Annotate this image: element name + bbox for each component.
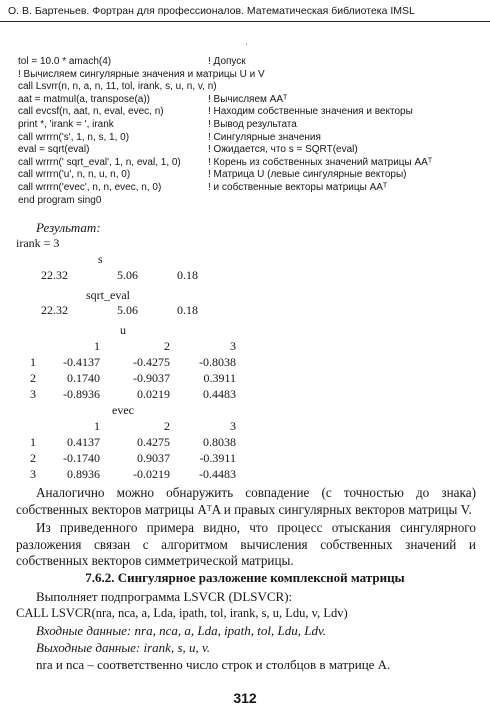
code-line <box>18 157 478 170</box>
matrix-cell: 0.1740 <box>67 371 100 385</box>
matrix-cell: -0.1740 <box>63 451 100 465</box>
sqrt-eval-title: sqrt_eval <box>86 288 130 302</box>
matrix-cell: 0.0219 <box>137 387 170 401</box>
matrix-cell: 0.4137 <box>67 435 100 449</box>
code-line <box>18 195 478 208</box>
code-statement: call Lsvrr(n, n, a, n, 11, tol, irank, s, u, n, v, n) <box>18 81 217 93</box>
running-header: О. В. Бартеньев. Фортран для профессионалов. Математическая библиотека IMSL <box>0 0 490 22</box>
code-listing <box>18 56 478 207</box>
matrix-cell: 0.4275 <box>137 435 170 449</box>
sqrt-eval-value: 22.32 <box>41 303 68 317</box>
matrix-cell: 0.4483 <box>203 387 236 401</box>
input-data-line: Входные данные: nra, nca, a, Lda, ipath, tol, Ldu, Ldv. <box>36 623 327 638</box>
code-comment: ! Ожидается, что s = SQRT(eval) <box>208 144 358 156</box>
s-title: s <box>98 252 103 266</box>
code-line <box>18 132 478 145</box>
column-header: 1 <box>94 419 100 433</box>
output-data-line: Выходные данные: irank, s, u, v. <box>36 640 211 655</box>
s-value: 5.06 <box>117 268 138 282</box>
code-comment: ! Вывод результата <box>208 118 297 130</box>
row-index: 1 <box>30 435 36 449</box>
row-index: 3 <box>30 467 36 481</box>
evec-title: evec <box>112 403 134 417</box>
code-line <box>18 106 478 119</box>
section-heading: 7.6.2. Сингулярное разложение комплексной матрицы <box>85 570 405 585</box>
matrix-cell: -0.4483 <box>199 467 236 481</box>
matrix-cell: 0.8038 <box>203 435 236 449</box>
row-index: 3 <box>30 387 36 401</box>
column-header: 3 <box>230 339 236 353</box>
code-statement: eval = sqrt(eval) <box>18 144 90 156</box>
code-line <box>18 182 478 195</box>
column-header: 3 <box>230 419 236 433</box>
page-number: 312 <box>233 690 257 706</box>
code-statement: call evcsf(n, aat, n, eval, evec, n) <box>18 106 164 118</box>
s-value: 0.18 <box>177 268 198 282</box>
u-title: u <box>120 323 126 337</box>
result-label: Результат: <box>36 220 101 235</box>
matrix-cell: -0.4137 <box>63 355 100 369</box>
code-comment: ! Матрица U (левые сингулярные векторы) <box>208 169 407 181</box>
code-line <box>18 119 478 132</box>
code-line <box>18 69 478 82</box>
s-value: 22.32 <box>41 268 68 282</box>
irank-output: irank = 3 <box>16 236 60 250</box>
sqrt-eval-value: 0.18 <box>177 303 198 317</box>
code-statement: tol = 10.0 * amach(4) <box>18 56 112 67</box>
body-line-intro: Выполняет подпрограмма LSVCR (DLSVCR): <box>36 589 293 604</box>
code-line <box>18 169 478 182</box>
column-header: 2 <box>164 419 170 433</box>
code-line <box>18 94 478 107</box>
code-comment: ! Вычисляем AAᵀ <box>208 93 288 105</box>
matrix-cell: 0.8936 <box>67 467 100 481</box>
code-statement: print *, 'irank = ', irank <box>18 118 114 130</box>
column-header: 1 <box>94 339 100 353</box>
row-index: 2 <box>30 371 36 385</box>
code-comment: ! и собственные векторы матрицы AAᵀ <box>208 181 388 193</box>
code-statement: call wrrrn('s', 1, n, s, 1, 0) <box>18 131 130 143</box>
call-signature: CALL LSVCR(nra, nca, a, Lda, ipath, tol, irank, s, u, Ldu, v, Ldv) <box>16 606 348 620</box>
code-comment: ! Корень из собственных значений матрицы AAᵀ <box>208 156 433 168</box>
code-statement: call wrrrn('u', n, n, u, n, 0) <box>18 169 131 181</box>
column-header: 2 <box>164 339 170 353</box>
code-statement: ! Вычисляем сингулярные значения и матрицы U и V <box>18 68 265 80</box>
code-line <box>18 81 478 94</box>
matrix-cell: -0.4275 <box>133 355 170 369</box>
code-comment: ! Сингулярные значения <box>208 131 321 143</box>
matrix-cell: -0.3911 <box>199 451 236 465</box>
code-statement: call wrrrn(' sqrt_eval', 1, n, eval, 1, 0) <box>18 156 181 168</box>
param-description: nra и nca – соответственно число строк и столбцов в матрице A. <box>36 657 391 672</box>
code-line <box>18 56 478 69</box>
sqrt-eval-value: 5.06 <box>117 303 138 317</box>
matrix-cell: 0.3911 <box>203 371 236 385</box>
matrix-cell: -0.9037 <box>133 371 170 385</box>
matrix-cell: -0.8936 <box>63 387 100 401</box>
code-line <box>18 144 478 157</box>
code-statement: aat = matmul(a, transpose(a)) <box>18 93 150 105</box>
matrix-cell: -0.0219 <box>133 467 170 481</box>
paragraph-1: Аналогично можно обнаружить совпадение (с точностью до знака) собственных векторов матрицы AᵀA и правых сингулярных векторов матрицы V. <box>16 485 476 517</box>
matrix-cell: 0.9037 <box>137 451 170 465</box>
row-index: 2 <box>30 451 36 465</box>
row-index: 1 <box>30 355 36 369</box>
code-statement: call wrrrn('evec', n, n, evec, n, 0) <box>18 181 162 193</box>
paragraph-2: Из приведенного примера видно, что процесс отыскания сингулярного разложения связан с алгоритмом вычисления собственных значений и собственных векторов симметрической матрицы. <box>16 520 476 568</box>
code-comment: ! Находим собственные значения и векторы <box>208 106 413 118</box>
code-comment: ! Допуск <box>208 56 246 67</box>
matrix-cell: -0.8038 <box>199 355 236 369</box>
code-statement: end program sing0 <box>18 194 102 206</box>
